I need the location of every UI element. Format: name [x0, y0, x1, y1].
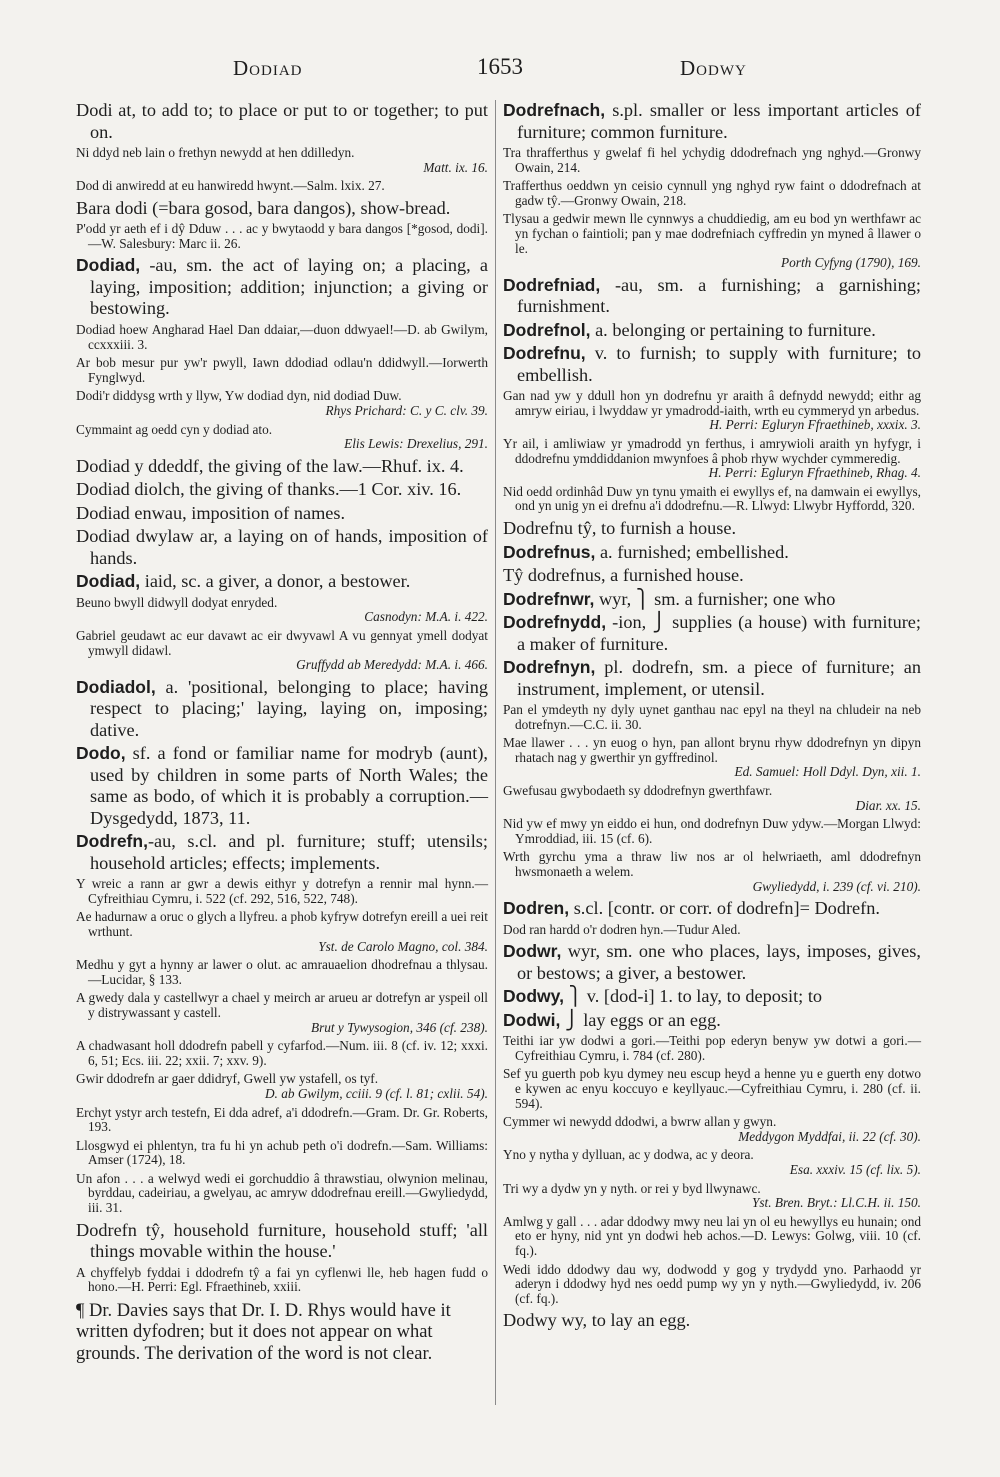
definition: to add to; to place or put to or together; to put on. — [90, 100, 488, 142]
headword: Dodiad, — [76, 255, 141, 276]
quotation-source: Casnodyn: M.A. i. 422. — [364, 609, 488, 625]
quotation — [76, 146, 488, 175]
quotation-source: Gruffydd ab Meredydd: M.A. i. 466. — [296, 657, 488, 673]
phrase: Dodiad enwau, — [76, 502, 187, 523]
quotation-text: Ni ddyd neb lain o frethyn newydd at hen ddilledyn. — [76, 145, 355, 160]
quotation — [503, 437, 921, 481]
quotation — [76, 1106, 488, 1135]
definition: ⎫ v. [dod-i] 1. to lay, to deposit; to — [563, 986, 823, 1007]
quotation-text: Medhu y gyt a hynny ar lawer o olut. ac amrauaelion dhodrefnau a thlysau.—Lucidar, § 133. — [76, 957, 488, 987]
quotation — [503, 923, 921, 938]
definition: household furniture, household stuff; 'all things movable within the house.' — [90, 1219, 488, 1262]
dictionary-entry — [503, 100, 921, 143]
quotation — [76, 1039, 488, 1068]
definition: wyr, sm. one who places, lays, imposes, gives, or bestows; a giver, a bestower. — [517, 941, 921, 983]
quotation-text: Sef yu guerth pob kyu dymey neu escup heyd a henne yu e guerth eny dotwo e kywen ac enyu koccuyo e keyllyauc.—Cyfreithiau Cymru, i. 280 (cf. ii. 594). — [503, 1066, 921, 1111]
quotation-text: Amlwg y gall . . . adar ddodwy mwy neu lai yn ol eu hewyllys eu hunain; ond eto er hyny, nid ynt yn dodwi heb achos.—D. Lewys: Golwg, viii. 10 (cf. fq.). — [503, 1213, 921, 1258]
headword: Dodrefnydd, — [503, 612, 607, 632]
definition: (=bara gosod, bara dangos), show-bread. — [147, 197, 451, 218]
quotation — [503, 1215, 921, 1259]
headword: Dodo, — [76, 743, 126, 764]
quotation-text: Wrth gyrchu yma a thraw liw nos ar ol helwriaeth, aml ddodrefnyn hwsmonaeth a welem. — [503, 849, 921, 879]
header-first-word: Dodiad — [233, 56, 303, 80]
dictionary-entry — [503, 343, 921, 386]
definition: to lay an egg. — [587, 1310, 691, 1331]
phrase: Dodiad dwylaw ar, — [76, 526, 218, 547]
quotation-text: Beuno bwyll didwyll dodyat enryded. — [76, 594, 278, 610]
quotation-text: Trafferthus oeddwn yn ceisio cynnull yng nghyd ryw faint o ddodrefnach at gadw tŷ.—Gronwy Owain, 218. — [503, 178, 921, 208]
quotation — [76, 389, 488, 418]
quotation-text: Un afon . . . a welwyd wedi ei gorchuddio â thrawstiau, olwynion melinau, byrddau, cadeiriau, a gwelyau, ac amryw ddodrefnau ereill.—Gwyliedydd, iii. 31. — [76, 1170, 488, 1216]
dictionary-entry — [76, 743, 488, 829]
definition: a. belonging or pertaining to furniture. — [590, 319, 876, 340]
definition: ⎭ lay eggs or an egg. — [560, 1009, 721, 1030]
headword: Dodrefn, — [76, 831, 148, 852]
quotation — [503, 212, 921, 270]
quotation-text: Gabriel geudawt ac eur davawt ac eir dwyvawl A vu gennyat ymell dodyat ymwyll didawl. — [76, 627, 488, 658]
quotation-source: Porth Cyfyng (1790), 169. — [781, 255, 921, 271]
quotation — [503, 389, 921, 433]
quotation — [503, 784, 921, 813]
dictionary-entry — [503, 1010, 921, 1032]
quotation-text: Nid oedd ordinhâd Duw yn tynu ymaith ei ewyllys ef, na damwain ei ewyllys, ond yn unig yn ei drefnu a'i ddodrefnu.—R. Llwyd: Llwybr Hyffordd, 320. — [503, 483, 921, 514]
definition: -ion, ⎭ supplies (a house) with furniture; a maker of furniture. — [517, 612, 921, 654]
quotation-text: Y wreic a rann ar gwr a dewis eithyr y dotrefyn a rennir mal hynn.—Cyfreithiau Cymru, i. 522 (cf. 292, 516, 522, 748). — [76, 876, 488, 906]
quotation-text: Cymmer wi newydd ddodwi, a bwrw allan y gwyn. — [503, 1114, 777, 1130]
quotation — [76, 1139, 488, 1168]
headword: Dodrefnol, — [503, 319, 591, 340]
quotation-text: Llosgwyd ei phlentyn, tra fu hi yn achub peth o'i dodrefn.—Sam. Williams: Amser (1724), 18. — [76, 1137, 488, 1168]
sub-entry — [76, 1220, 488, 1263]
quotation-text: Wedi iddo ddodwy dau wy, dodwodd y gog y trydydd yno. Parhaodd yr aderyn i ddodwy hyd nes oedd pump wy yn y nyth.—Gwyliedydd, iv. 206 (cf. fq.). — [503, 1261, 921, 1306]
page-number: 1653 — [477, 54, 523, 79]
definition: sf. a fond or familiar name for modryb (aunt), used by children in some parts of North Wales; the same as bodo, of which it is probably a corruption.—Dysgedydd, 1873, 11. — [90, 743, 488, 828]
quotation — [76, 910, 488, 954]
headword: Dodiad, — [76, 571, 141, 592]
quotation — [503, 1067, 921, 1111]
quotation — [76, 356, 488, 385]
quotation-text: A chyffelyb fyddai i ddodrefn tŷ a fai yn cyflenwi lle, heb hagen fudd o hono.—H. Perri: Egl. Ffraethineb, xxiii. — [76, 1264, 488, 1295]
sub-entry — [76, 198, 488, 220]
quotation — [76, 179, 488, 194]
quotation-source: Ed. Samuel: Holl Ddyl. Dyn, xii. 1. — [734, 764, 921, 780]
dictionary-entry — [76, 677, 488, 742]
quotation-source: Diar. xx. 15. — [855, 797, 921, 813]
quotation — [503, 703, 921, 732]
sub-entry — [76, 526, 488, 569]
headword: Dodwr, — [503, 941, 562, 962]
quotation — [76, 1266, 488, 1295]
sub-entry — [76, 479, 488, 501]
dictionary-entry — [503, 612, 921, 655]
headword: Dodrefnu, — [503, 343, 586, 364]
etymology-note: ¶ Dr. Davies says that Dr. I. D. Rhys would have it written dyfodren; but it does not appear on what grounds. The derivation of the word is not clear. — [76, 1300, 451, 1364]
sub-entry — [76, 503, 488, 525]
quotation — [76, 423, 488, 452]
headword: Dodrefnwr, — [503, 588, 595, 609]
headword: Dodiadol, — [76, 676, 156, 697]
quotation-text: A chadwasant holl ddodrefn pabell y cyfarfod.—Num. iii. 8 (cf. iv. 12; xxxi. 6, 51; Ecs. iii. 22; xxii. 7; xxv. 9). — [76, 1038, 488, 1068]
dictionary-entry — [503, 657, 921, 700]
sub-entry — [503, 1310, 921, 1332]
quotation — [503, 1148, 921, 1177]
quotation-text: Yr ail, i amliwiaw yr ymadrodd yn ferthus, i amrywioli araith yn hyfygr, i ddodrefnu ymddiddanion mwynfoes â phob rhyw wychder cymmeredig. — [503, 436, 921, 466]
dictionary-entry — [503, 320, 921, 342]
definition: v. to furnish; to supply with furniture; to embellish. — [517, 343, 921, 385]
definition: to furnish a house. — [596, 518, 737, 538]
header-last-word: Dodwy — [680, 56, 747, 80]
quotation — [76, 323, 488, 352]
phrase: Dodiad y ddeddf, — [76, 455, 204, 476]
quotation-text: Teithi iar yw dodwi a gori.—Teithi pop ederyn benyw yw dotwi a gori.—Cyfreithiau Cymru, i. 784 (cf. 280). — [503, 1033, 921, 1063]
headword: Dodrefnach, — [503, 100, 606, 120]
dictionary-entry — [76, 571, 488, 593]
quotation-text: Tlysau a gedwir mewn lle cynnwys a chuddiedig, am eu bod yn werthfawr ac yn fychan o faintioli; pan y mae dodrefniach cyffredin yn myned â llawer o le. — [503, 211, 921, 256]
phrase: Dodrefnu tŷ, — [503, 518, 597, 538]
definition: -au, sm. the act of laying on; a placing, a laying, imposition; addition; injunction; a giving or bestowing. — [90, 255, 488, 319]
phrase: Dodrefn tŷ, — [76, 1219, 165, 1240]
dictionary-entry — [503, 898, 921, 920]
definition: the giving of the law.—Rhuf. ix. 4. — [203, 455, 464, 476]
quotation-text: Dod di anwiredd at eu hanwiredd hwynt.—Salm. lxix. 27. — [76, 178, 385, 194]
quotation-text: P'odd yr aeth ef i dŷ Dduw . . . ac y bwytaodd y bara dangos [*gosod, dodi].—W. Salesbury: Marc ii. 26. — [76, 221, 488, 251]
quotation-text: Gan nad yw y ddull hon yn dodrefnu yr araith â defnydd newydd; eithr ag amryw eiriau, i lwyddaw yr ymadrodd-iaith, wrth eu cymmeryd yn arbedus. — [503, 388, 921, 418]
quotation — [503, 146, 921, 175]
quotation — [76, 877, 488, 906]
headword: Dodrefniad, — [503, 274, 601, 295]
sub-entry — [76, 100, 488, 143]
quotation — [503, 850, 921, 894]
quotation — [503, 736, 921, 780]
quotation — [503, 1263, 921, 1307]
definition: iaid, sc. a giver, a donor, a bestower. — [140, 571, 411, 592]
phrase: Dodwy wy, — [503, 1310, 588, 1331]
definition: a. furnished; embellished. — [595, 541, 789, 562]
definition: pl. dodrefn, sm. a piece of furniture; an instrument, implement, or utensil. — [517, 657, 921, 699]
quotation — [503, 817, 921, 846]
quotation-source: H. Perri: Egluryn Ffraethineb, xxxix. 3. — [709, 417, 921, 433]
definition: imposition of names. — [186, 502, 346, 523]
headword: Dodwy, — [503, 986, 564, 1007]
headword: Dodren, — [503, 898, 570, 919]
dictionary-entry — [503, 542, 921, 564]
quotation-text: Tri wy a dydw yn y nyth. or rei y byd llwynawc. — [503, 1180, 761, 1196]
quotation-text: Tra thrafferthus y gwelaf fi hel ychydig ddodrefnach yng nghyd.—Gronwy Owain, 214. — [503, 145, 921, 175]
dictionary-entry — [503, 986, 921, 1008]
sub-entry — [503, 565, 921, 587]
quotation-text: Dod ran hardd o'r dodren hyn.—Tudur Aled. — [503, 921, 741, 937]
quotation-source: Rhys Prichard: C. y C. clv. 39. — [325, 402, 488, 418]
quotation — [503, 1182, 921, 1211]
phrase: Tŷ dodrefnus, — [503, 565, 606, 585]
dictionary-entry — [503, 941, 921, 984]
quotation-source: Elis Lewis: Drexelius, 291. — [344, 436, 488, 452]
definition: s.pl. smaller or less important articles of furniture; common furniture. — [517, 100, 921, 142]
dictionary-entry — [503, 589, 921, 611]
quotation-text: Yno y nytha y dylluan, ac y dodwa, ac y deora. — [503, 1147, 754, 1163]
quotation-text: Gwir ddodrefn ar gaer ddidryf, Gwell yw ystafell, os tyf. — [76, 1071, 379, 1087]
definition: a laying on of hands, imposition of hands. — [90, 526, 488, 568]
quotation-text: Cymmaint ag oedd cyn y dodiad ato. — [76, 421, 273, 437]
definition: -au, s.cl. and pl. furniture; stuff; utensils; household articles; effects; implements. — [90, 831, 488, 873]
quotation-text: Ae hadurnaw a oruc o glych a llyfreu. a phob kyfryw dotrefyn ereill a uei reit wrthunt. — [76, 909, 488, 939]
quotation-text: A gwedy dala y castellwyr a chael y meirch ar arueu ar dotrefyn ar yspeil oll y distrywassant y castell. — [76, 990, 488, 1020]
left-column — [76, 100, 488, 1365]
phrase: Dodiad diolch, — [76, 479, 185, 500]
definition: the giving of thanks.—1 Cor. xiv. 16. — [184, 479, 462, 500]
quotation-text: Mae llawer . . . yn euog o hyn, pan allont brynu rhyw ddodrefnyn yn dipyn rhatach nag y gwerthir yn gyffredinol. — [503, 735, 921, 765]
sub-entry — [503, 518, 921, 540]
quotation — [76, 1072, 488, 1101]
quotation-source: D. ab Gwilym, cciii. 9 (cf. l. 81; cxlii. 54). — [264, 1085, 488, 1101]
headword: Dodrefnyn, — [503, 657, 596, 677]
headword: Dodrefnus, — [503, 541, 596, 562]
right-column — [503, 100, 921, 1334]
definition: wyr, ⎫ sm. a furnisher; one who — [594, 588, 836, 609]
quotation — [76, 1172, 488, 1216]
quotation — [503, 485, 921, 514]
column-divider — [495, 100, 496, 1405]
quotation — [503, 179, 921, 208]
quotation-text: Dodiad hoew Angharad Hael Dan ddaiar,—duon ddwyael!—D. ab Gwilym, ccxxxiii. 3. — [76, 321, 488, 352]
quotation — [76, 596, 488, 625]
dictionary-entry — [76, 831, 488, 874]
quotation-source: Yst. de Carolo Magno, col. 384. — [318, 938, 488, 954]
dictionary-entry — [76, 255, 488, 320]
quotation-source: Gwyliedydd, i. 239 (cf. vi. 210). — [752, 878, 921, 894]
dictionary-entry — [503, 275, 921, 318]
quotation-source: Brut y Tywysogion, 346 (cf. 238). — [310, 1019, 488, 1035]
definition: a. 'positional, belonging to place; having respect to placing;' laying, laying on, imposing; dative. — [90, 676, 488, 740]
quotation-text: Erchyt ystyr arch testefn, Ei dda adref, a'i ddodrefn.—Gram. Dr. Gr. Roberts, 193. — [76, 1104, 488, 1135]
quotation-text: Dodi'r diddysg wrth y llyw, Yw dodiad dyn, nid dodiad Duw. — [76, 388, 402, 404]
quotation — [76, 991, 488, 1035]
quotation-text: Nid yw ef mwy yn eiddo ei hun, ond dodrefnyn Duw ydyw.—Morgan Llwyd: Ymroddiad, iii. 15 (cf. 6). — [503, 816, 921, 846]
quotation — [76, 629, 488, 673]
quotation — [503, 1034, 921, 1063]
quotation-source: Yst. Bren. Bryt.: Ll.C.H. ii. 150. — [751, 1195, 921, 1211]
quotation-text: Ar bob mesur pur yw'r pwyll, Iawn ddodiad odlau'n ddidwyll.—Iorwerth Fynglwyd. — [76, 355, 488, 385]
phrase: Dodi at, — [76, 100, 137, 120]
quotation-source: Matt. ix. 16. — [423, 159, 488, 175]
quotation — [503, 1115, 921, 1144]
definition: -au, sm. a furnishing; a garnishing; furnishment. — [517, 274, 921, 317]
definition: s.cl. [contr. or corr. of dodrefn]= Dodrefn. — [569, 898, 880, 919]
quotation-source: Esa. xxxiv. 15 (cf. lix. 5). — [789, 1161, 921, 1177]
quotation-text: Pan el ymdeyth ny dyly uynet ganthau nac epyl na theyl na chludeir na neb dotrefnyn.—C.C. ii. 30. — [503, 702, 921, 732]
quotation — [76, 958, 488, 987]
running-header — [0, 50, 1000, 90]
definition: a furnished house. — [605, 565, 744, 585]
phrase: Bara dodi — [76, 197, 148, 218]
headword: Dodwi, — [503, 1009, 561, 1030]
quotation-source: H. Perri: Egluryn Ffraethineb, Rhag. 4. — [708, 465, 921, 481]
quotation-source: Meddygon Myddfai, ii. 22 (cf. 30). — [738, 1128, 921, 1144]
quotation-text: Gwefusau gwybodaeth sy ddodrefnyn gwerthfawr. — [503, 782, 773, 798]
quotation — [76, 222, 488, 251]
sub-entry — [76, 456, 488, 478]
